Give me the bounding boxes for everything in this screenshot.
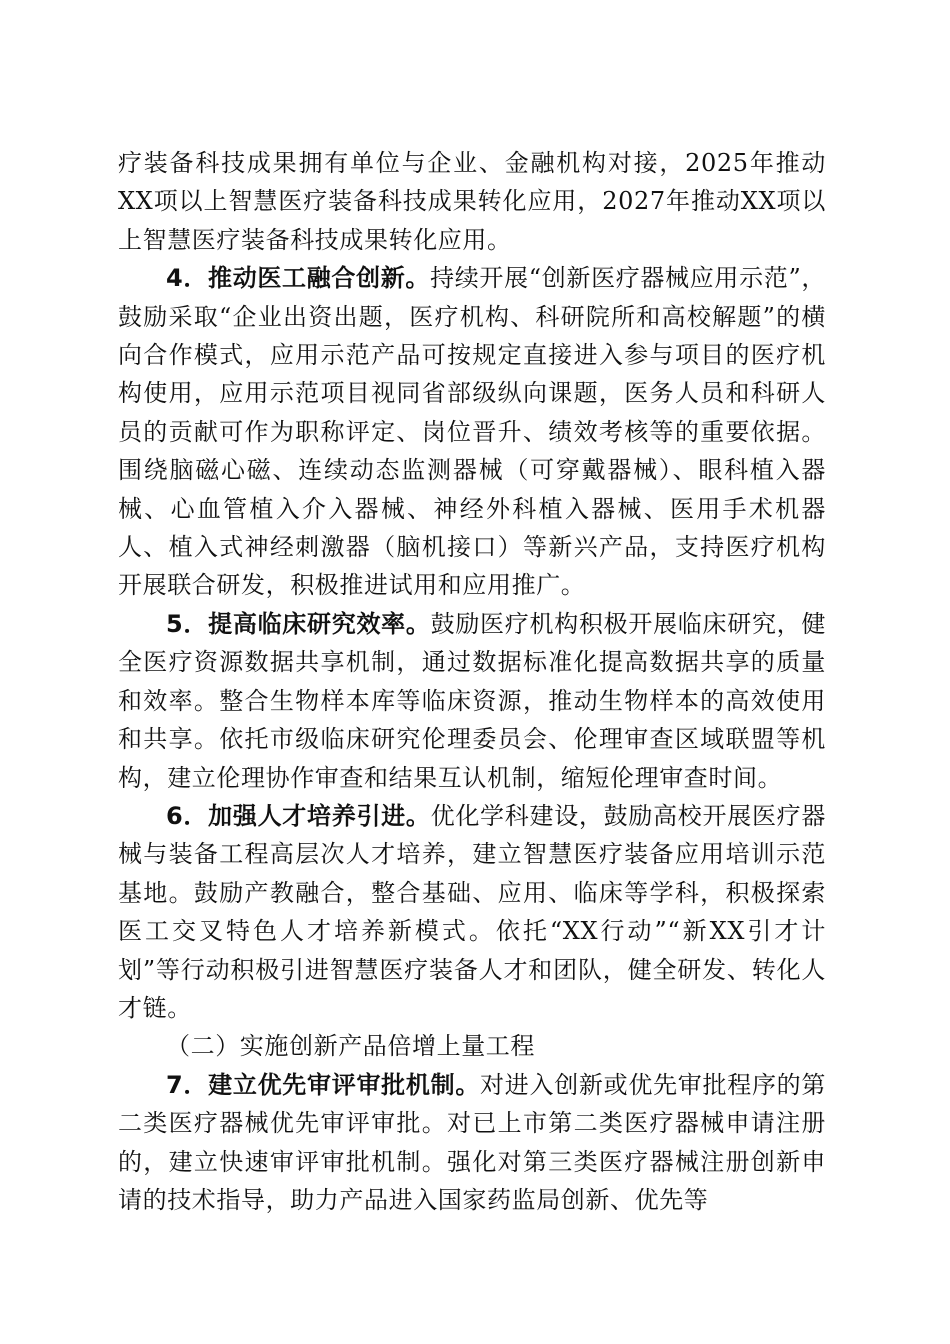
section-title: （二）实施创新产品倍增上量工程	[166, 1032, 535, 1061]
paragraph-heading: 6．加强人才培养引进。	[166, 801, 431, 830]
paragraph-body: 鼓励医疗机构积极开展临床研究，健全医疗资源数据共享机制，通过数据标准化提高数据共享的质量和效率。整合生物样本库等临床资源，推动生物样本的高效使用和共享。依托市级临床研究伦理委员会、伦理审查区域联盟等机构，建立伦理协作审查和结果互认机制，缩短伦理审查时间。	[118, 609, 826, 792]
paragraph-body: 持续开展“创新医疗器械应用示范”，鼓励采取“企业出资出题，医疗机构、科研院所和高校解题”的横向合作模式，应用示范产品可按规定直接进入参与项目的医疗机构使用，应用示范项目视同省部级纵向课题，医务人员和科研人员的贡献可作为职称评定、岗位晋升、绩效考核等的重要依据。围绕脑磁心磁、连续动态监测器械（可穿戴器械）、眼科植入器械、心血管植入介入器械、神经外科植入器械、医用手术机器人、植入式神经刺激器（脑机接口）等新兴产品，支持医疗机构开展联合研发，积极推进试用和应用推广。	[118, 264, 826, 600]
paragraph-heading: 7．建立优先审评审批机制。	[166, 1070, 481, 1099]
paragraph-item-5	[118, 605, 826, 797]
paragraph-item-7	[118, 1066, 826, 1220]
paragraph-body: 对进入创新或优先审批程序的第二类医疗器械优先审评审批。对已上市第二类医疗器械申请注册的，建立快速审评审批机制。强化对第三类医疗器械注册创新申请的技术指导，助力产品进入国家药监局创新、优先等	[118, 1070, 826, 1214]
paragraph-body: 优化学科建设，鼓励高校开展医疗器械与装备工程高层次人才培养，建立智慧医疗装备应用培训示范基地。鼓励产教融合，整合基础、应用、临床等学科，积极探索医工交叉特色人才培养新模式。依托“XX行动”“新XX引才计划”等行动积极引进智慧医疗装备人才和团队，健全研发、转化人才链。	[118, 801, 826, 1022]
document-page	[118, 144, 826, 1219]
paragraph-item-6	[118, 797, 826, 1027]
paragraph-item-4	[118, 259, 826, 605]
paragraph-continuation	[118, 144, 826, 259]
paragraph-heading: 5．提高临床研究效率。	[166, 609, 431, 638]
paragraph-heading: 4．推动医工融合创新。	[166, 264, 431, 293]
paragraph-body: 疗装备科技成果拥有单位与企业、金融机构对接，2025年推动XX项以上智慧医疗装备科技成果转化应用，2027年推动XX项以上智慧医疗装备科技成果转化应用。	[118, 149, 826, 254]
